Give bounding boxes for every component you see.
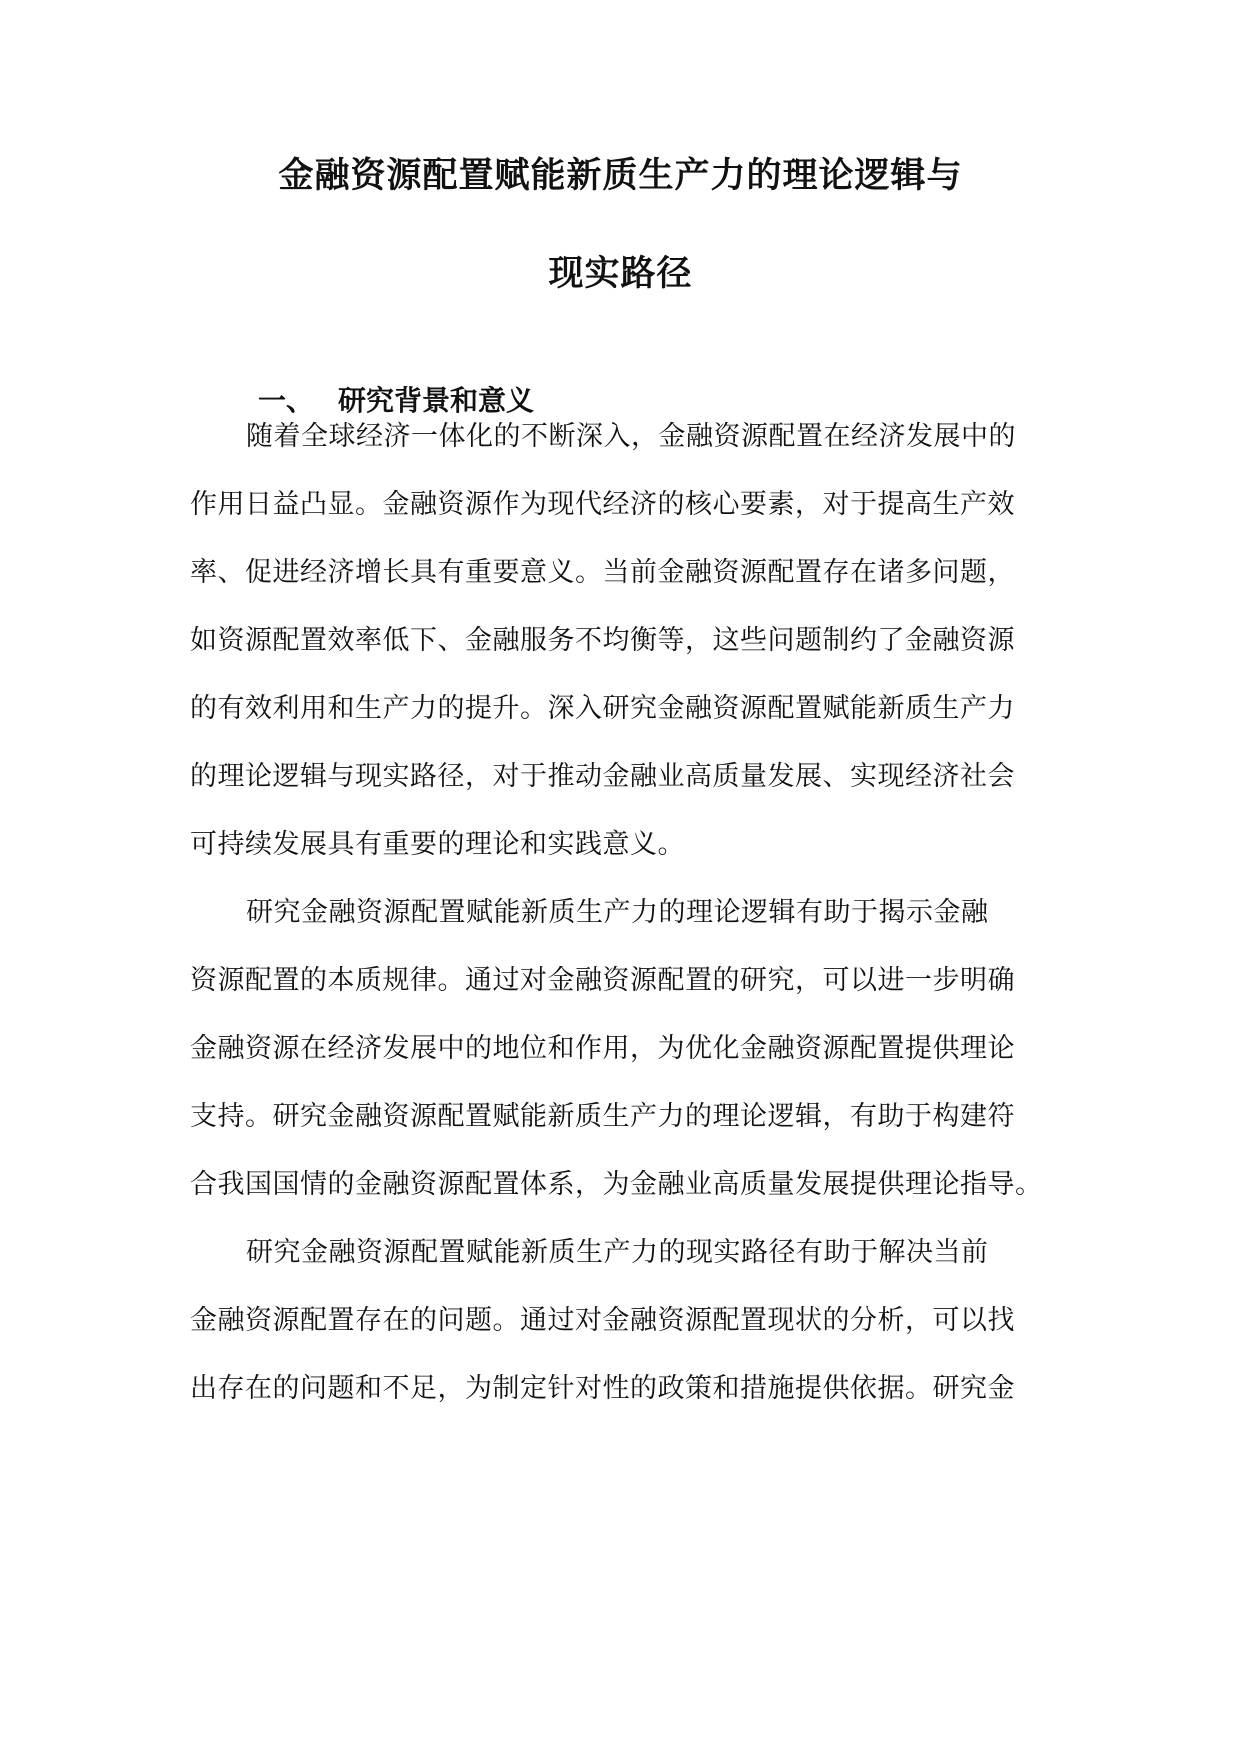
paragraph-line: 支持。研究金融资源配置赋能新质生产力的理论逻辑，有助于构建符 bbox=[190, 1101, 1015, 1132]
paragraph-line: 作用日益凸显。金融资源作为现代经济的核心要素，对于提高生产效 bbox=[190, 489, 1015, 520]
document-title-line-1: 金融资源配置赋能新质生产力的理论逻辑与 bbox=[278, 156, 963, 196]
document-title-line-2: 现实路径 bbox=[548, 254, 693, 294]
paragraph-line: 研究金融资源配置赋能新质生产力的理论逻辑有助于揭示金融 bbox=[246, 897, 989, 928]
paragraph-line: 可持续发展具有重要的理论和实践意义。 bbox=[190, 829, 685, 860]
paragraph-line: 金融资源在经济发展中的地位和作用，为优化金融资源配置提供理论 bbox=[190, 1033, 1015, 1064]
paragraph-line: 的理论逻辑与现实路径，对于推动金融业高质量发展、实现经济社会 bbox=[190, 761, 1015, 792]
paragraph-line: 率、促进经济增长具有重要意义。当前金融资源配置存在诸多问题， bbox=[190, 557, 1015, 588]
paragraph-line: 研究金融资源配置赋能新质生产力的现实路径有助于解决当前 bbox=[246, 1237, 989, 1268]
paragraph-line: 出存在的问题和不足，为制定针对性的政策和措施提供依据。研究金 bbox=[190, 1373, 1015, 1404]
paragraph-line: 随着全球经济一体化的不断深入，金融资源配置在经济发展中的 bbox=[246, 421, 1016, 452]
paragraph-line: 如资源配置效率低下、金融服务不均衡等，这些问题制约了金融资源 bbox=[190, 625, 1015, 656]
paragraph-line: 金融资源配置存在的问题。通过对金融资源配置现状的分析，可以找 bbox=[190, 1305, 1015, 1336]
section-title: 研究背景和意义 bbox=[338, 384, 535, 417]
paragraph-line: 资源配置的本质规律。通过对金融资源配置的研究，可以进一步明确 bbox=[190, 965, 1015, 996]
paragraph-line: 合我国国情的金融资源配置体系，为金融业高质量发展提供理论指导。 bbox=[190, 1169, 1043, 1200]
paragraph-line: 的有效利用和生产力的提升。深入研究金融资源配置赋能新质生产力 bbox=[190, 693, 1015, 724]
section-heading bbox=[258, 381, 534, 421]
section-number: 一、 bbox=[258, 384, 315, 417]
